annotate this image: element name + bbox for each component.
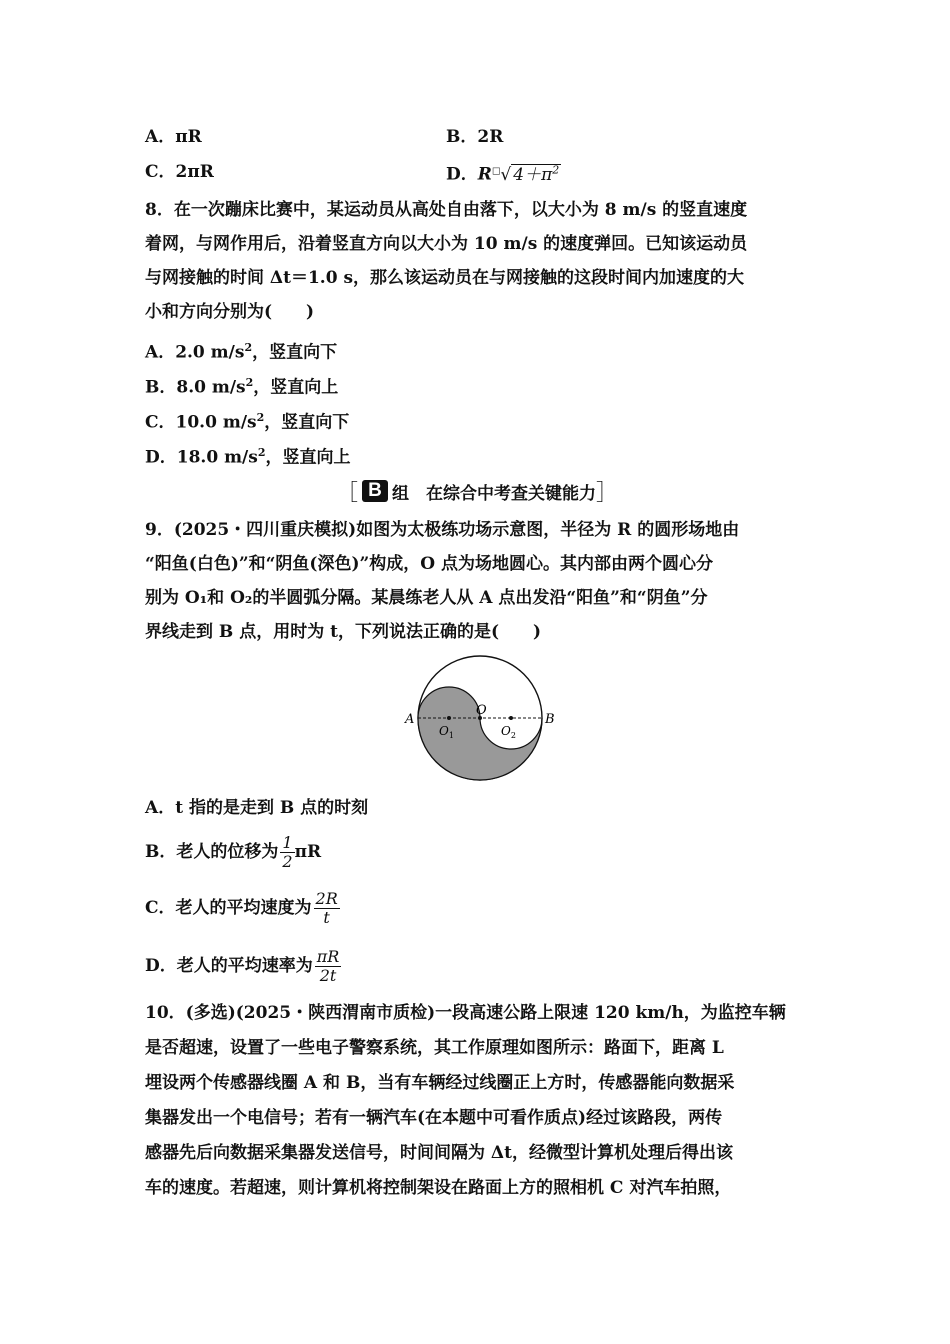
q9-option-a: A．t 指的是走到 B 点的时刻	[145, 798, 369, 818]
q10-line-1: 10．(多选)(2025・陕西渭南市质检)一段高速公路上限速 120 km/h，为监控车辆	[145, 1003, 786, 1023]
section-bracket-open: ［	[336, 480, 359, 506]
q9-option-d: D．老人的平均速率为 $\frac{\pi R}{2t}$	[145, 947, 340, 985]
section-badge: B	[362, 480, 388, 502]
label-o2: $O_2$	[501, 724, 516, 740]
q10-line-3: 埋设两个传感器线圈 A 和 B，当有车辆经过线圈正上方时，传感器能向数据采	[145, 1073, 735, 1093]
section-bracket-close: ］	[596, 480, 619, 506]
q9-line-2: “阳鱼(白色)”和“阴鱼(深色)”构成，O 点为场地圆心。其内部由两个圆心分	[145, 554, 714, 574]
q8-option-d: D．18.0 $m/s^2$，竖直向上	[145, 446, 351, 468]
label-o1: $O_1$	[439, 724, 454, 740]
q10-line-5: 感器先后向数据采集器发送信号，时间间隔为 Δt，经微型计算机处理后得出该	[145, 1143, 733, 1163]
q8-line-1: 8．在一次蹦床比赛中，某运动员从高处自由落下，以大小为 8 m/s 的竖直速度	[145, 200, 748, 220]
q9-line-4: 界线走到 B 点，用时为 t，下列说法正确的是( )	[145, 622, 542, 642]
q8-line-2: 着网，与网作用后，沿着竖直方向以大小为 10 m/s 的速度弹回。已知该运动员	[145, 234, 748, 254]
label-b: B	[545, 712, 555, 727]
label-o: O	[476, 703, 487, 718]
section-header	[336, 478, 618, 504]
section-title: 组 在综合中考查关键能力	[392, 483, 597, 504]
point-o2	[509, 716, 513, 720]
q9-line-1: 9．(2025・四川重庆模拟)如图为太极练功场示意图，半径为 R 的圆形场地由	[145, 520, 740, 540]
q10-line-6: 车的速度。若超速，则计算机将控制架设在路面上方的照相机 C 对汽车拍照，	[145, 1178, 732, 1198]
q8-line-3: 与网接触的时间 Δt＝1.0 s，那么该运动员在与网接触的这段时间内加速度的大	[145, 268, 745, 288]
q8-option-c: C．10.0 $m/s^2$，竖直向下	[145, 411, 350, 433]
q8-option-b: B．8.0 $m/s^2$，竖直向上	[145, 376, 339, 398]
q7-option-a: A．πR	[145, 127, 202, 147]
label-a: A	[405, 712, 415, 727]
q9-option-b: B．老人的位移为 $\frac{1}{2}$ πR	[145, 833, 322, 871]
point-o1	[447, 716, 451, 720]
q8-line-4: 小和方向分别为( )	[145, 302, 315, 322]
q7-option-b: B．2R	[446, 127, 504, 147]
q9-option-c: C．老人的平均速度为 $\frac{2R}{t}$	[145, 889, 338, 927]
q10-line-4: 集器发出一个电信号；若有一辆汽车(在本题中可看作质点)经过该路段，两传	[145, 1108, 723, 1128]
q9-line-3: 别为 O₁和 O₂的半圆弧分隔。某晨练老人从 A 点出发沿“阳鱼”和“阴鱼”分	[145, 588, 708, 608]
q10-line-2: 是否超速，设置了一些电子警察系统，其工作原理如图所示：路面下，距离 L	[145, 1038, 724, 1058]
q8-option-a: A．2.0 $m/s^2$，竖直向下	[145, 341, 338, 363]
taiji-figure	[395, 655, 565, 785]
q7-option-d: D．R□√ $4+\pi^2$	[446, 163, 560, 185]
q7-option-c: C．2πR	[145, 162, 214, 182]
